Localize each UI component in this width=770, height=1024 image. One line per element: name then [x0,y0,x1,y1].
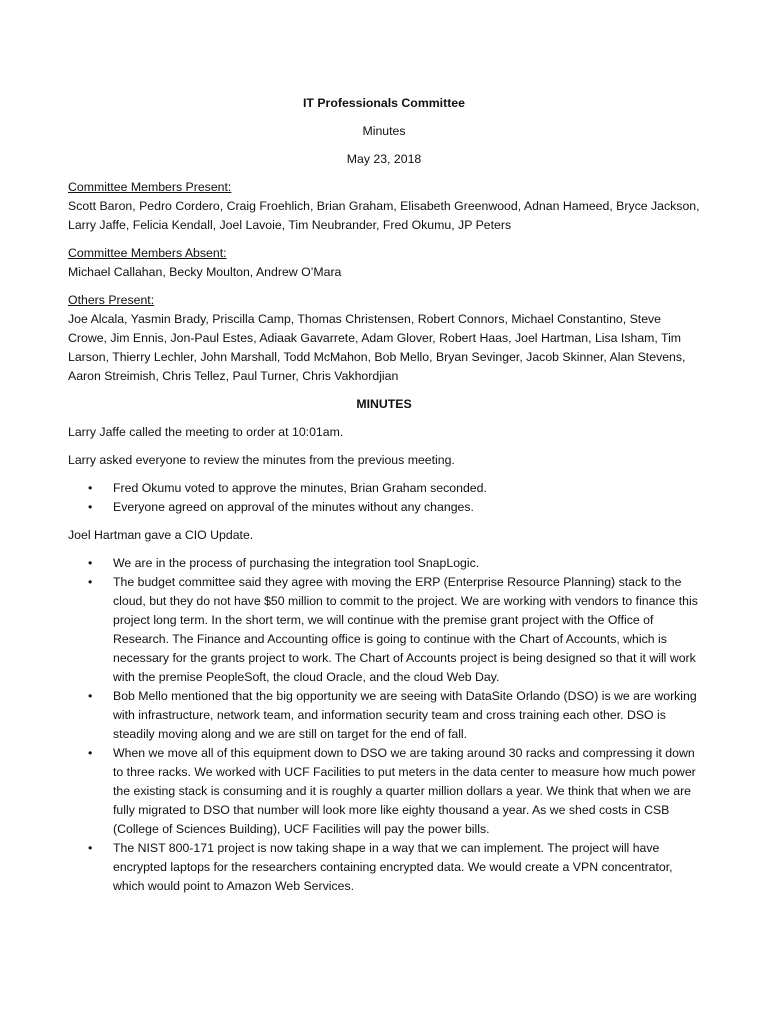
members-absent-section [68,244,700,282]
members-present-names: Scott Baron, Pedro Cordero, Craig Froehlich, Brian Graham, Elisabeth Greenwood, Adnan Hameed, Bryce Jackson, Larry Jaffe, Felicia Kendall, Joel Lavoie, Tim Neubrander, Fred Okumu, JP Peters [68,199,700,232]
others-present-names: Joe Alcala, Yasmin Brady, Priscilla Camp, Thomas Christensen, Robert Connors, Michael Constantino, Steve Crowe, Jim Ennis, Jon-Paul Estes, Adiaak Gavarrete, Adam Glover, Robert Haas, Joel Hartman, Lisa Isham, Tim Larson, Thierry Lechler, John Marshall, Todd McMahon, Bob Mello, Bryan Sevinger, Jacob Skinner, Alan Stevens, Aaron Streimish, Chris Tellez, Paul Turner, Chris Vakhordjian [68,312,686,383]
list-item [68,687,700,744]
members-absent-heading: Committee Members Absent: [68,246,227,260]
call-to-order: Larry Jaffe called the meeting to order at 10:01am. [68,425,344,439]
list-item-text: The NIST 800-171 project is now taking shape in a way that we can implement. The project will have encrypted laptops for the researchers containing encrypted data. We would create a VPN concentrator, which would point to Amazon Web Services. [113,841,673,893]
bullet-icon: • [88,481,93,495]
cio-list [68,554,700,896]
list-item [68,479,700,498]
meeting-date: May 23, 2018 [346,152,422,166]
list-item-text: Bob Mello mentioned that the big opportunity we are seeing with DataSite Orlando (DSO) is we are working with infrastructure, network team, and information security team and cross training each other. DSO is steadily moving along and we are still on target for the end of fall. [113,689,697,741]
bullet-icon: • [88,575,93,589]
list-item-text: When we move all of this equipment down to DSO we are taking around 30 racks and compressing it down to three racks. We worked with UCF Facilities to put meters in the data center to measure how much power the existing stack is consuming and it is roughly a quarter million dollars a year. We think that when we are fully migrated to DSO that number will look more like eighty thousand a year. As we shed costs in CSB (College of Sciences Building), UCF Facilities will pay the power bills. [113,746,696,836]
review-intro: Larry asked everyone to review the minutes from the previous meeting. [68,453,455,467]
bullet-icon: • [88,500,93,514]
others-present-heading: Others Present: [68,293,155,307]
list-item [68,498,700,517]
review-list [68,479,700,517]
list-item-text: The budget committee said they agree with moving the ERP (Enterprise Resource Planning) stack to the cloud, but they do not have $50 million to commit to the project. We are working with vendors to finance this project long term. In the short term, we will continue with the premise grant project with the Office of Research. The Finance and Accounting office is going to continue with the Chart of Accounts, which is necessary for the grants project to work. The Chart of Accounts project is being designed so that it will work with the premise PeopleSoft, the cloud Oracle, and the cloud Web Day. [113,575,698,684]
minutes-heading: MINUTES [356,397,412,411]
bullet-icon: • [88,841,93,855]
others-present-section [68,291,700,386]
document-subtitle: Minutes [362,124,406,138]
list-item [68,573,700,687]
members-absent-names: Michael Callahan, Becky Moulton, Andrew O’Mara [68,265,342,279]
list-item-text: We are in the process of purchasing the integration tool SnapLogic. [113,556,480,570]
bullet-icon: • [88,556,93,570]
list-item [68,744,700,839]
members-present-section [68,178,700,235]
list-item [68,554,700,573]
bullet-icon: • [88,746,93,760]
bullet-icon: • [88,689,93,703]
list-item-text: Fred Okumu voted to approve the minutes, Brian Graham seconded. [113,481,487,495]
list-item [68,839,700,896]
list-item-text: Everyone agreed on approval of the minutes without any changes. [113,500,474,514]
members-present-heading: Committee Members Present: [68,180,232,194]
document-title: IT Professionals Committee [303,96,465,110]
cio-intro: Joel Hartman gave a CIO Update. [68,528,254,542]
